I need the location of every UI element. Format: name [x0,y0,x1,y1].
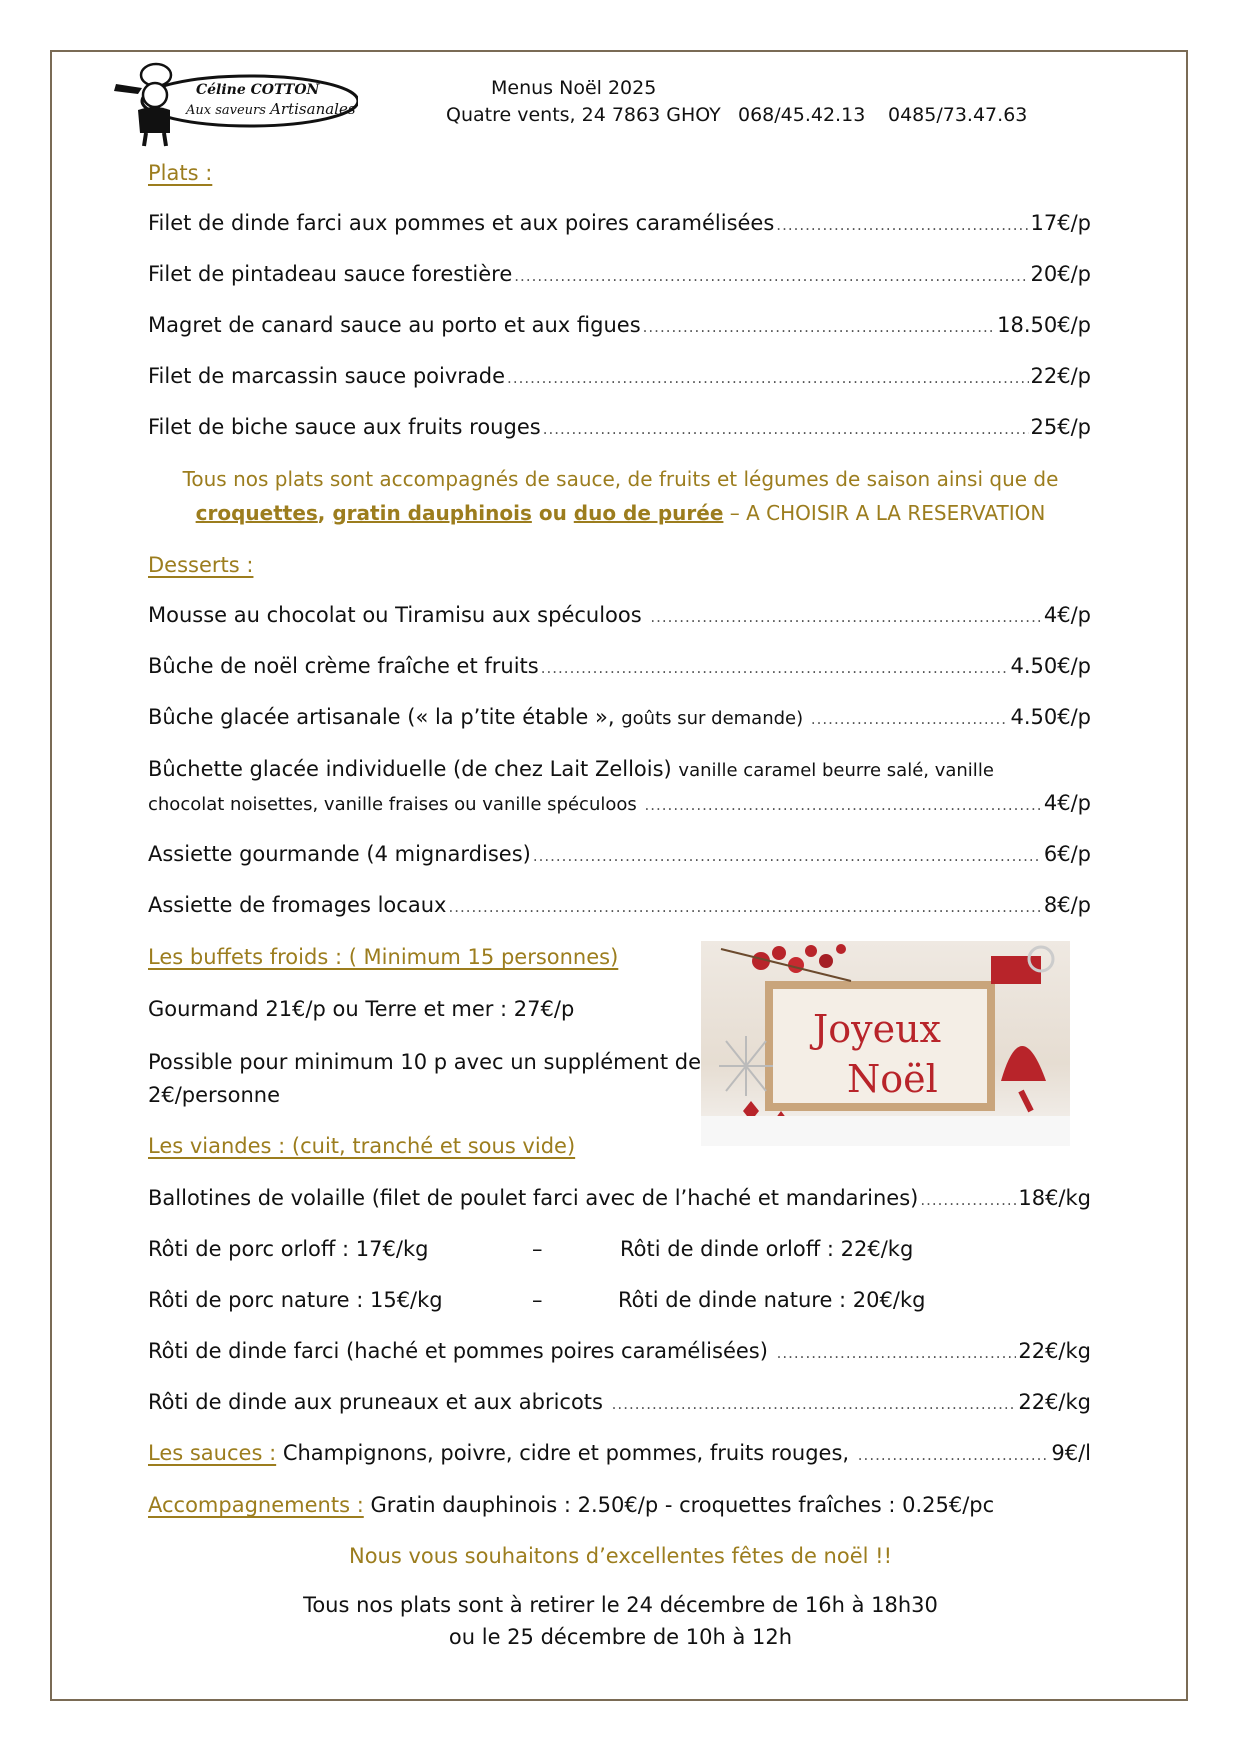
section-sauces: Les sauces : [148,1441,277,1465]
separator-dash: – [532,1288,543,1312]
price: 4€/p [1043,603,1091,627]
pickup-line-1: Tous nos plats sont à retirer le 24 décembre de 16h à 18h30 [303,1593,938,1617]
price: 25€/p [1030,415,1091,439]
menu-item-first-line: Bûchette glacée individuelle (de chez Lait Zellois) vanille caramel beurre salé, vanille [148,757,994,781]
separator-dash: – [532,1237,543,1261]
menu-item: Bûche de noël crème fraîche et fruits ..... 4.50€/p [148,654,1091,678]
price: 22€/p [1030,364,1091,388]
buffet-prices: Gourmand 21€/p ou Terre et mer : 27€/p [148,997,575,1021]
roti-porc-nature: Rôti de porc nature : 15€/kg [148,1288,443,1312]
logo [108,58,358,148]
price: 22€/kg [1018,1339,1091,1363]
menu-item: Bûche glacée artisanale (« la p’tite étable », goûts sur demande) ..... 4.50€/p [148,705,1091,729]
plats-options: croquettes, gratin dauphinois ou duo de purée – A CHOISIR A LA RESERVATION [195,501,1046,525]
buffet-note-2: 2€/personne [148,1083,281,1107]
price: 4.50€/p [1010,705,1091,729]
section-viandes: Les viandes : (cuit, tranché et sous vide) [148,1134,576,1158]
price: 4€/p [1043,791,1091,815]
address: Quatre vents, 24 7863 GHOY [446,104,721,126]
price: 6€/p [1043,842,1091,866]
menu-item: Mousse au chocolat ou Tiramisu aux spéculoos ..... 4€/p [148,603,1091,627]
menu-item: Magret de canard sauce au porto et aux figues ..... 18.50€/p [148,313,1091,337]
phone-landline: 068/45.42.13 [738,104,866,126]
pickup-line-2: ou le 25 décembre de 10h à 12h [448,1625,793,1649]
roti-dinde-nature: Rôti de dinde nature : 20€/kg [618,1288,926,1312]
section-buffets: Les buffets froids : ( Minimum 15 personnes) [148,945,619,969]
buffet-note: Possible pour minimum 10 p avec un supplément de [148,1050,702,1074]
menu-title: Menus Noël 2025 [491,77,657,99]
logo-tagline: Aux saveurs Artisanales [186,100,356,118]
wishes: Nous vous souhaitons d’excellentes fêtes de noël !! [349,1544,892,1568]
menu-item: Rôti de dinde farci (haché et pommes poires caramélisées) ..... 22€/kg [148,1339,1091,1363]
sauces-line: Les sauces : Champignons, poivre, cidre et pommes, fruits rouges, ..... 9€/l [148,1441,1091,1465]
price: 9€/l [1051,1441,1091,1465]
menu-item: chocolat noisettes, vanille fraises ou vanille spéculoos ..... 4€/p [148,791,1091,815]
menu-item: Assiette gourmande (4 mignardises) ..... 6€/p [148,842,1091,866]
price: 18.50€/p [997,313,1091,337]
roti-porc-orloff: Rôti de porc orloff : 17€/kg [148,1237,429,1261]
accompagnements-line: Accompagnements : Gratin dauphinois : 2.50€/p - croquettes fraîches : 0.25€/pc [148,1493,995,1517]
menu-item: Filet de biche sauce aux fruits rouges ..... 25€/p [148,415,1091,439]
roti-dinde-orloff: Rôti de dinde orloff : 22€/kg [620,1237,914,1261]
menu-item: Filet de dinde farci aux pommes et aux poires caramélisées ..... 17€/p [148,211,1091,235]
menu-item: Filet de pintadeau sauce forestière ..... 20€/p [148,262,1091,286]
section-accompagnements: Accompagnements : [148,1493,364,1517]
christmas-image [701,941,1070,1146]
menu-item: Rôti de dinde aux pruneaux et aux abricots ..... 22€/kg [148,1390,1091,1414]
price: 18€/kg [1018,1186,1091,1210]
menu-item: Filet de marcassin sauce poivrade ..... 22€/p [148,364,1091,388]
plats-note: Tous nos plats sont accompagnés de sauce, de fruits et légumes de saison ainsi que de [182,467,1059,491]
logo-name: Céline COTTON [196,82,320,98]
price: 8€/p [1043,893,1091,917]
price: 20€/p [1030,262,1091,286]
price: 17€/p [1030,211,1091,235]
joyeux-text: Joyeux [813,1007,941,1051]
menu-item: Ballotines de volaille (filet de poulet farci avec de l’haché et mandarines) ..... 18€/kg [148,1186,1091,1210]
price: 22€/kg [1018,1390,1091,1414]
section-desserts: Desserts : [148,553,254,577]
phone-mobile: 0485/73.47.63 [888,104,1028,126]
noel-text: Noël [847,1057,938,1101]
menu-item: Assiette de fromages locaux ..... 8€/p [148,893,1091,917]
price: 4.50€/p [1010,654,1091,678]
section-plats: Plats : [148,161,213,185]
